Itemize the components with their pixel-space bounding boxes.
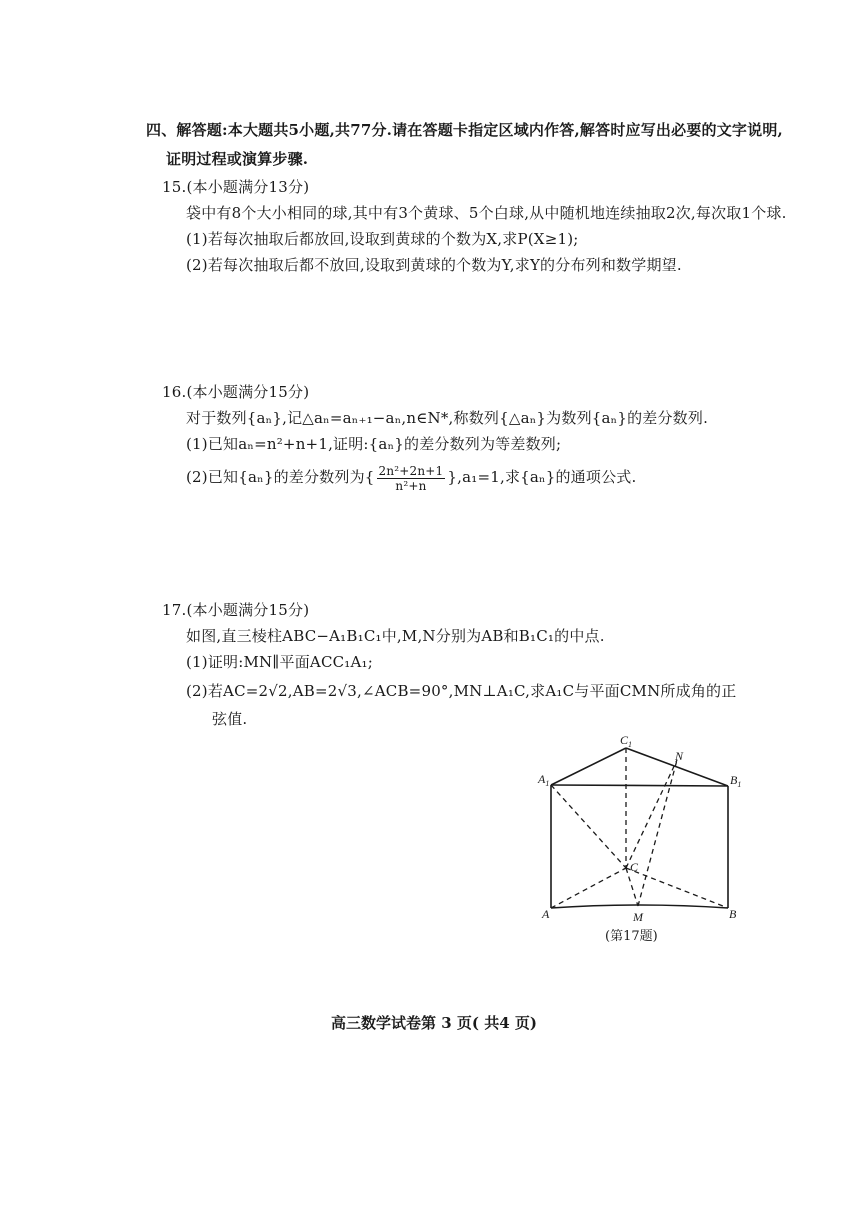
segment-m-n bbox=[638, 760, 677, 906]
q15-title: 15.(本小题满分13分) bbox=[162, 178, 310, 196]
page-footer: 高三数学试卷第 3 页( 共4 页) bbox=[331, 1014, 537, 1032]
prism-figure bbox=[520, 730, 760, 945]
q16-part2-fraction bbox=[377, 464, 446, 493]
edge-c-b bbox=[626, 868, 728, 908]
q16-part2-suffix: },a₁=1,求{aₙ}的通项公式. bbox=[447, 468, 637, 486]
label-a1: $A_1$ bbox=[538, 772, 550, 788]
label-c1: $C_1$ bbox=[620, 733, 633, 749]
q16-title: 16.(本小题满分15分) bbox=[162, 383, 310, 401]
label-b1: $B_1$ bbox=[730, 773, 742, 789]
label-a: A bbox=[542, 907, 550, 921]
q16-stem: 对于数列{aₙ},记△aₙ=aₙ₊₁−aₙ,n∈N*,称数列{△aₙ}为数列{aₙ}的差分数列. bbox=[186, 409, 709, 427]
segment-a1-c bbox=[551, 785, 626, 868]
q16-fraction-denominator: n²+n bbox=[395, 478, 427, 493]
q17-part1: (1)证明:MN∥平面ACC₁A₁; bbox=[186, 653, 374, 671]
q17-title: 17.(本小题满分15分) bbox=[162, 601, 310, 619]
prism-solid-edges bbox=[551, 748, 728, 908]
q15-part1: (1)若每次抽取后都放回,设取到黄球的个数为X,求P(X≥1); bbox=[186, 230, 579, 248]
q17-part2-line1: (2)若AC=2√2,AB=2√3,∠ACB=90°,MN⊥A₁C,求A₁C与平面CMN所成角的正 bbox=[186, 682, 737, 700]
label-m: M bbox=[633, 910, 643, 924]
edge-a1-b1 bbox=[551, 785, 728, 786]
label-n: N bbox=[675, 749, 684, 763]
q16-part2-prefix: (2)已知{aₙ}的差分数列为{ bbox=[186, 468, 375, 486]
q16-part1: (1)已知aₙ=n²+n+1,证明:{aₙ}的差分数列为等差数列; bbox=[186, 435, 562, 453]
edge-a-c bbox=[551, 868, 626, 908]
edge-a-b bbox=[551, 905, 728, 908]
section-heading-line2: 证明过程或演算步骤. bbox=[166, 150, 309, 168]
section-heading-line1: 四、解答题:本大题共5小题,共77分.请在答题卡指定区域内作答,解答时应写出必要的文字说明, bbox=[146, 121, 783, 139]
q17-stem: 如图,直三棱柱ABC−A₁B₁C₁中,M,N分别为AB和B₁C₁的中点. bbox=[186, 627, 605, 645]
q16-fraction-numerator: 2n²+2n+1 bbox=[378, 463, 444, 478]
segment-c-n bbox=[626, 760, 677, 868]
edge-a1-c1 bbox=[551, 748, 626, 785]
q16-part2 bbox=[186, 460, 636, 494]
q17-part2-line2: 弦值. bbox=[212, 710, 248, 728]
q15-stem: 袋中有8个大小相同的球,其中有3个黄球、5个白球,从中随机地连续抽取2次,每次取1个球. bbox=[186, 204, 787, 222]
q15-part2: (2)若每次抽取后都不放回,设取到黄球的个数为Y,求Y的分布列和数学期望. bbox=[186, 256, 682, 274]
label-c: C bbox=[630, 860, 639, 874]
label-b: B bbox=[729, 907, 737, 921]
figure-caption: (第17题) bbox=[605, 929, 658, 944]
